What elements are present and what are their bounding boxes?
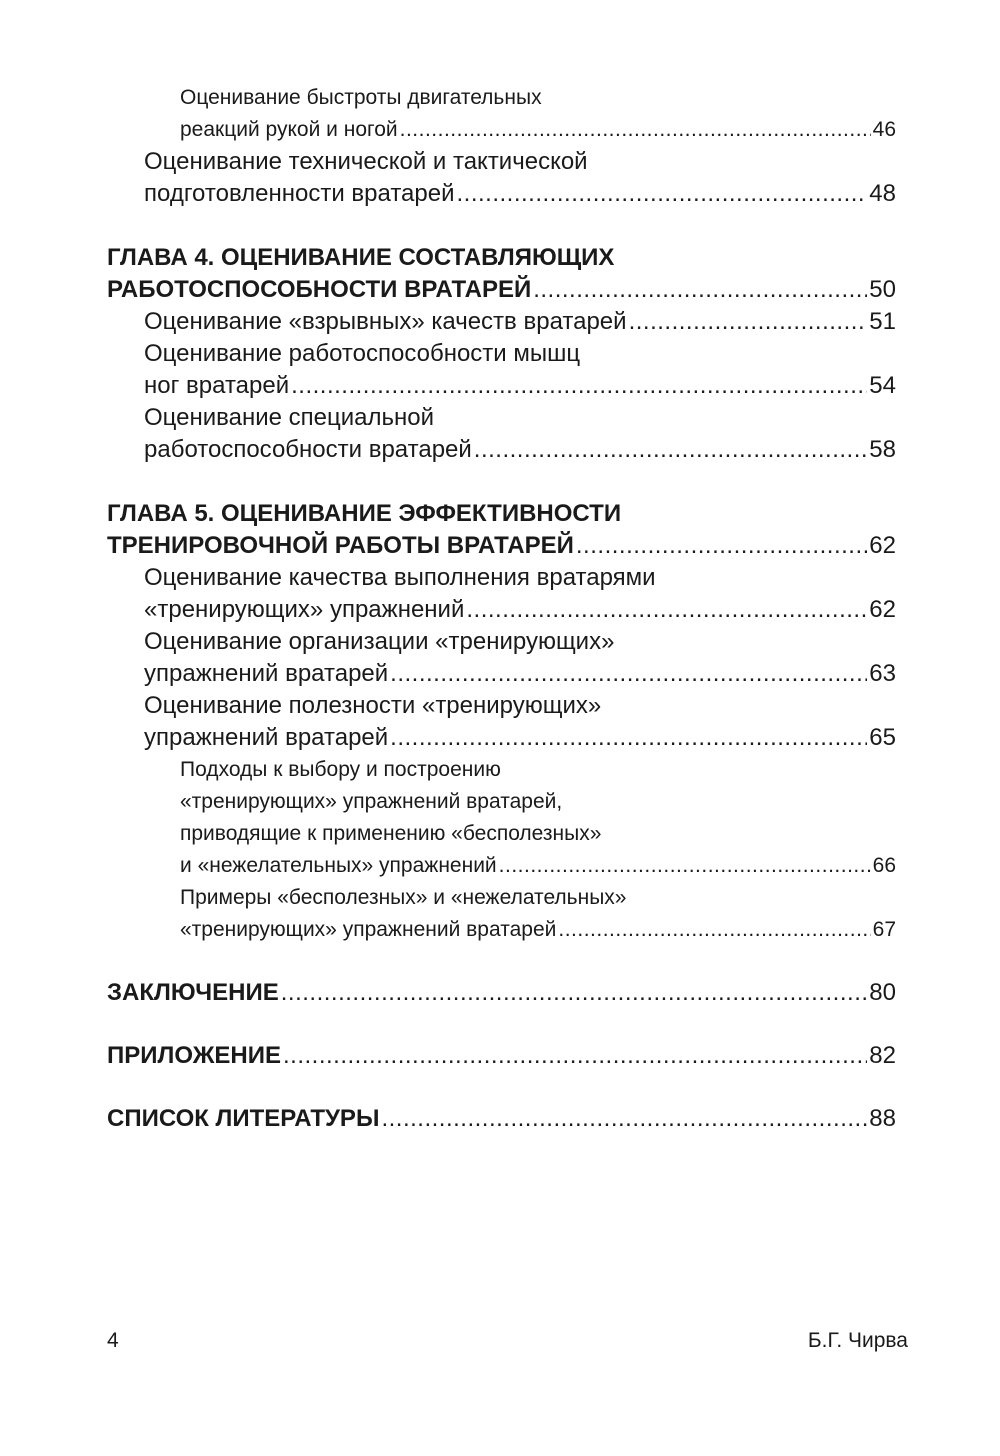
toc-entry-text: упражнений вратарей: [144, 724, 389, 751]
toc-entry-text: реакций рукой и ногой: [180, 118, 398, 141]
toc-entry-text: приводящие к применению «бесполезных»: [180, 822, 602, 845]
toc-entry-text: Оценивание работоспособности мышц: [144, 340, 581, 367]
dot-leader: [629, 306, 868, 338]
toc-entry-text: «тренирующих» упражнений: [144, 596, 465, 623]
toc-entry-text: упражнений вратарей: [144, 660, 389, 687]
toc-entry-text: Оценивание полезности «тренирующих»: [144, 692, 602, 719]
toc-entry-text: Оценивание технической и тактической: [144, 148, 588, 175]
toc-entry-text: и «нежелательных» упражнений: [180, 854, 497, 877]
chapter-title: СПИСОК ЛИТЕРАТУРЫ: [107, 1105, 380, 1132]
page-number: 58: [869, 436, 896, 463]
dot-leader: [533, 274, 867, 306]
toc-entry-text: «тренирующих» упражнений вратарей: [180, 918, 557, 941]
toc-entry-approaches: [107, 754, 896, 882]
page-number: 48: [869, 180, 896, 207]
dot-leader: [499, 850, 871, 882]
page-number: 80: [869, 979, 896, 1006]
page-number: 54: [869, 372, 896, 399]
toc-entry-explosive-qualities: [107, 306, 896, 338]
toc-entry-text: Подходы к выбору и построению: [180, 758, 501, 781]
page-number: 50: [869, 276, 896, 303]
chapter-title: ГЛАВА 4. ОЦЕНИВАНИЕ СОСТАВЛЯЮЩИХ: [107, 244, 615, 271]
dot-leader: [576, 530, 867, 562]
toc-entry-exercise-usefulness: [107, 690, 896, 754]
toc-entry-examples: [107, 882, 896, 946]
page-number: 67: [872, 918, 896, 941]
page-number: 88: [869, 1105, 896, 1132]
dot-leader: [281, 977, 868, 1009]
dot-leader: [457, 178, 868, 210]
toc-entry-text: Оценивание организации «тренирующих»: [144, 628, 615, 655]
page-number: 65: [869, 724, 896, 751]
toc-chapter-5: [107, 498, 896, 562]
chapter-title: ТРЕНИРОВОЧНОЙ РАБОТЫ ВРАТАРЕЙ: [107, 532, 574, 559]
dot-leader: [381, 1103, 867, 1135]
toc-entry-text: «тренирующих» упражнений вратарей,: [180, 790, 563, 813]
toc-entry-motor-reactions: [107, 82, 896, 146]
dot-leader: [390, 658, 867, 690]
chapter-title: ГЛАВА 5. ОЦЕНИВАНИЕ ЭФФЕКТИВНОСТИ: [107, 500, 622, 527]
toc-entry-exercise-quality: [107, 562, 896, 626]
chapter-title: ЗАКЛЮЧЕНИЕ: [107, 979, 279, 1006]
toc-entry-text: подготовленности вратарей: [144, 180, 455, 207]
chapter-title: РАБОТОСПОСОБНОСТИ ВРАТАРЕЙ: [107, 276, 532, 303]
toc-appendix: [107, 1040, 896, 1072]
dot-leader: [558, 914, 870, 946]
dot-leader: [283, 1040, 867, 1072]
toc-conclusion: [107, 977, 896, 1009]
dot-leader: [466, 594, 867, 626]
chapter-title: ПРИЛОЖЕНИЕ: [107, 1042, 281, 1069]
page-number: 82: [869, 1042, 896, 1069]
toc-entry-text: Примеры «бесполезных» и «нежелательных»: [180, 886, 627, 909]
toc-entry-text: Оценивание «взрывных» качеств вратарей: [144, 308, 627, 335]
page-number: 62: [869, 596, 896, 623]
page-number: 63: [869, 660, 896, 687]
toc-chapter-4: [107, 242, 896, 306]
toc-entry-special-performance: [107, 402, 896, 466]
toc-entry-text: Оценивание качества выполнения вратарями: [144, 564, 656, 591]
dot-leader: [390, 722, 867, 754]
footer-author: Б.Г. Чирва: [807, 1329, 908, 1352]
dot-leader: [400, 114, 871, 146]
toc-entry-text: ног вратарей: [144, 372, 290, 399]
page-number: 46: [872, 118, 896, 141]
toc-entry-leg-muscles: [107, 338, 896, 402]
toc-entry-text: Оценивание быстроты двигательных: [180, 86, 542, 109]
footer-page-number: 4: [107, 1329, 119, 1352]
dot-leader: [291, 370, 867, 402]
toc-literature: [107, 1103, 896, 1135]
toc-entry-technical-tactical: [107, 146, 896, 210]
page-number: 66: [872, 854, 896, 877]
page-number: 62: [869, 532, 896, 559]
page-number: 51: [869, 308, 896, 335]
toc-entry-text: работоспособности вратарей: [144, 436, 472, 463]
toc-entry-exercise-organization: [107, 626, 896, 690]
dot-leader: [474, 434, 868, 466]
table-of-contents: [107, 82, 896, 1135]
toc-entry-text: Оценивание специальной: [144, 404, 435, 431]
